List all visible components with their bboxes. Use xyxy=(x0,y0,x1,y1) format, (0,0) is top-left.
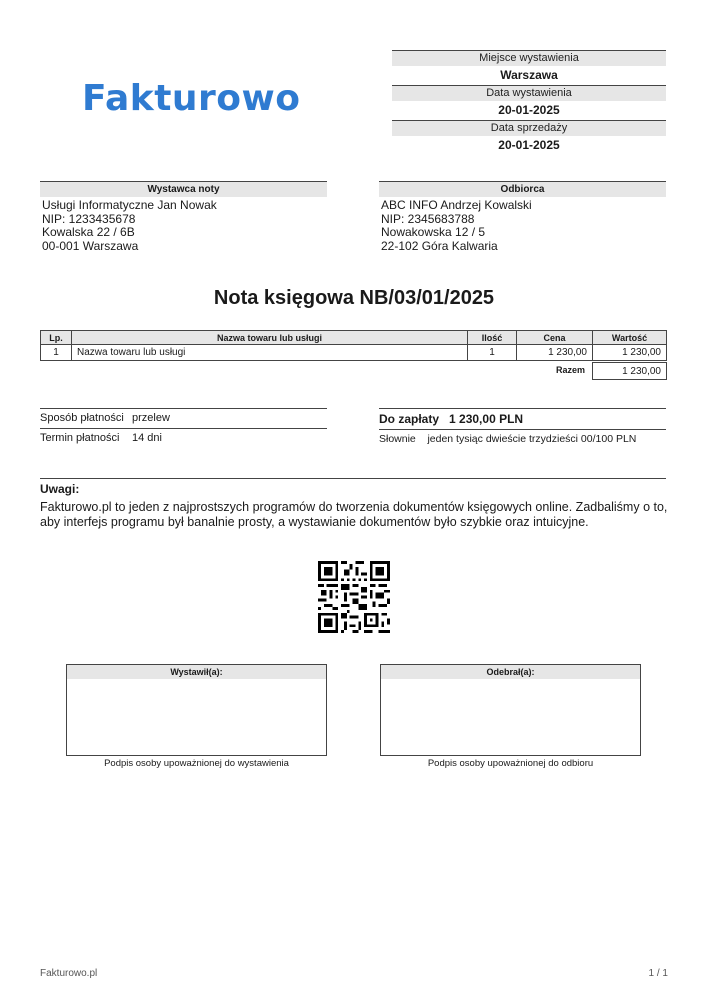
seller-block xyxy=(40,181,327,254)
amount-words-value: jeden tysiąc dwieście trzydzieści 00/100 PLN xyxy=(427,433,637,445)
issuer-signature-header: Wystawił(a): xyxy=(67,665,326,679)
amount-due-row xyxy=(379,408,666,429)
receiver-signature-box xyxy=(380,664,641,756)
issue-place-label: Miejsce wystawienia xyxy=(392,50,666,66)
table-row xyxy=(41,345,667,361)
amount-due-label: Do zapłaty xyxy=(379,412,440,426)
company-logo: Fakturowo xyxy=(82,78,301,119)
footer-site: Fakturowo.pl xyxy=(40,968,98,979)
document-meta xyxy=(392,50,666,155)
issuer-signature-caption: Podpis osoby upoważnionej do wystawienia xyxy=(104,758,289,769)
cell-name: Nazwa towaru lub usługi xyxy=(72,345,468,361)
payment-info xyxy=(40,408,327,448)
seller-line: NIP: 1233435678 xyxy=(42,211,136,226)
col-lp: Lp. xyxy=(41,331,72,345)
receiver-signature-header: Odebrał(a): xyxy=(381,665,640,679)
sale-date-label: Data sprzedaży xyxy=(392,120,666,136)
payment-method-row xyxy=(40,408,327,428)
receiver-signature-caption: Podpis osoby upoważnionej do odbioru xyxy=(427,758,594,769)
amount-words-row xyxy=(379,429,666,449)
total-value: 1 230,00 xyxy=(592,362,667,380)
seller-line: 00-001 Warszawa xyxy=(42,239,139,254)
cell-lp: 1 xyxy=(41,345,72,361)
sale-date-value: 20-01-2025 xyxy=(498,138,560,152)
issue-date-label: Data wystawienia xyxy=(392,85,666,101)
buyer-header: Odbiorca xyxy=(379,181,666,197)
seller-header: Wystawca noty xyxy=(40,181,327,197)
payment-term-row xyxy=(40,428,327,448)
issuer-signature-box xyxy=(66,664,327,756)
amount-due xyxy=(379,408,666,449)
payment-method-label: Sposób płatności xyxy=(40,412,124,424)
issue-date-value: 20-01-2025 xyxy=(498,103,560,117)
total-label: Razem xyxy=(556,365,586,375)
payment-term-label: Termin płatności xyxy=(40,432,120,444)
amount-words-label: Słownie xyxy=(379,433,416,445)
cell-qty: 1 xyxy=(468,345,517,361)
qr-code xyxy=(318,561,390,633)
payment-method-value: przelew xyxy=(132,412,170,424)
buyer-block xyxy=(379,181,666,254)
seller-line: Usługi Informatyczne Jan Nowak xyxy=(42,198,217,212)
seller-line: Kowalska 22 / 6B xyxy=(42,225,135,240)
buyer-line: ABC INFO Andrzej Kowalski xyxy=(381,198,532,212)
buyer-line: 22-102 Góra Kalwaria xyxy=(381,239,498,254)
col-price: Cena xyxy=(517,331,593,345)
notes-text: Fakturowo.pl to jeden z najprostszych programów do tworzenia dokumentów księgowych online. Zadbaliśmy o to, aby interfejs programu był banalnie prosty, a wystawianie dokumentów było szybkie oraz intuicyjne. xyxy=(40,500,668,529)
issue-place-value: Warszawa xyxy=(500,68,558,82)
col-value: Wartość xyxy=(593,331,667,345)
document-title: Nota księgowa NB/03/01/2025 xyxy=(213,287,495,309)
col-name: Nazwa towaru lub usługi xyxy=(72,331,468,345)
cell-price: 1 230,00 xyxy=(517,345,593,361)
buyer-line: Nowakowska 12 / 5 xyxy=(381,225,486,240)
footer-page-number: 1 / 1 xyxy=(648,968,668,979)
table-header-row xyxy=(41,331,667,345)
amount-due-value: 1 230,00 PLN xyxy=(449,412,524,426)
notes-label: Uwagi: xyxy=(40,482,80,496)
col-qty: Ilość xyxy=(468,331,517,345)
items-table xyxy=(40,330,667,361)
payment-term-value: 14 dni xyxy=(132,432,162,444)
buyer-line: NIP: 2345683788 xyxy=(381,211,475,226)
cell-value: 1 230,00 xyxy=(593,345,667,361)
notes-divider xyxy=(40,478,666,479)
